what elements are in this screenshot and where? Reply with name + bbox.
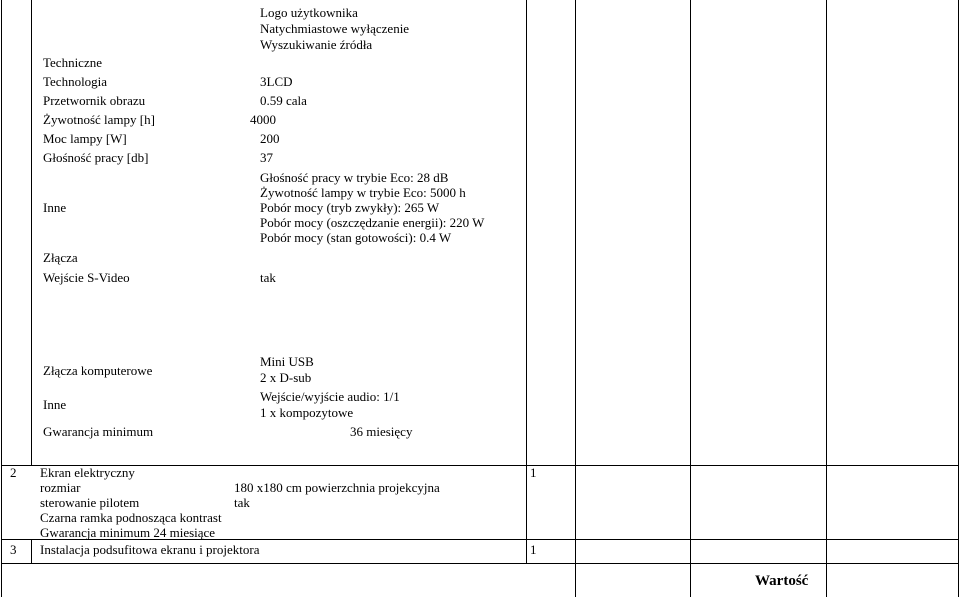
spec-label: Moc lampy [W] (43, 131, 127, 146)
spec-value: Pobór mocy (tryb zwykły): 265 W (260, 200, 440, 215)
spec-label: Inne (43, 200, 67, 215)
spec-value: 0.59 cala (260, 93, 307, 108)
item-quantity: 1 (530, 542, 537, 557)
grid-line (575, 0, 576, 597)
spec-line: Czarna ramka podnosząca kontrast (40, 510, 222, 525)
grid-line (1, 0, 2, 597)
spec-value: Pobór mocy (oszczędzanie energii): 220 W (260, 215, 485, 230)
spec-value: 180 x180 cm powierzchnia projekcyjna (234, 480, 440, 495)
spec-label: Złącza komputerowe (43, 363, 153, 378)
spec-value: 200 (260, 131, 280, 146)
grid-line (1, 563, 959, 564)
row-number: 2 (10, 465, 17, 480)
item-quantity: 1 (530, 465, 537, 480)
spec-line: Gwarancja minimum 24 miesiące (40, 525, 216, 540)
spec-value: 2 x D-sub (260, 370, 312, 385)
spec-value: Żywotność lampy w trybie Eco: 5000 h (260, 185, 466, 200)
row-number: 3 (10, 542, 17, 557)
spec-value: Pobór mocy (stan gotowości): 0.4 W (260, 230, 452, 245)
spec-label: Inne (43, 397, 67, 412)
spec-label: rozmiar (40, 480, 81, 495)
grid-line (690, 0, 691, 597)
spec-value: tak (260, 270, 276, 285)
spec-value: 36 miesięcy (350, 424, 413, 439)
total-label: Wartość (755, 573, 809, 589)
spec-value: Mini USB (260, 354, 314, 369)
grid-line (826, 0, 827, 597)
grid-line (958, 0, 959, 597)
spec-value: Wejście/wyjście audio: 1/1 (260, 389, 400, 404)
spec-value: tak (234, 495, 250, 510)
spec-value: 37 (260, 150, 273, 165)
grid-line (526, 0, 527, 563)
spec-value: 4000 (250, 112, 276, 127)
spec-value: Głośność pracy w trybie Eco: 28 dB (260, 170, 449, 185)
spec-value: 1 x kompozytowe (260, 405, 354, 420)
spec-value: 3LCD (260, 74, 293, 89)
spec-label: Gwarancja minimum (43, 424, 154, 439)
section-label: Techniczne (43, 55, 102, 70)
grid-line (31, 0, 32, 465)
grid-line (1, 465, 959, 466)
spec-label: Żywotność lampy [h] (43, 112, 155, 127)
spec-value: Logo użytkownika (260, 5, 358, 20)
spec-label: Technologia (43, 74, 108, 89)
spec-value: Natychmiastowe wyłączenie (260, 21, 410, 36)
grid-line (31, 539, 32, 563)
item-title: Instalacja podsufitowa ekranu i projektora (40, 542, 260, 557)
spec-label: Złącza (43, 250, 78, 265)
spec-label: sterowanie pilotem (40, 495, 140, 510)
spec-label: Głośność pracy [db] (43, 150, 149, 165)
spec-value: Wyszukiwanie źródła (260, 37, 373, 52)
item-title: Ekran elektryczny (40, 465, 135, 480)
spec-label: Przetwornik obrazu (43, 93, 146, 108)
spec-label: Wejście S-Video (43, 270, 130, 285)
